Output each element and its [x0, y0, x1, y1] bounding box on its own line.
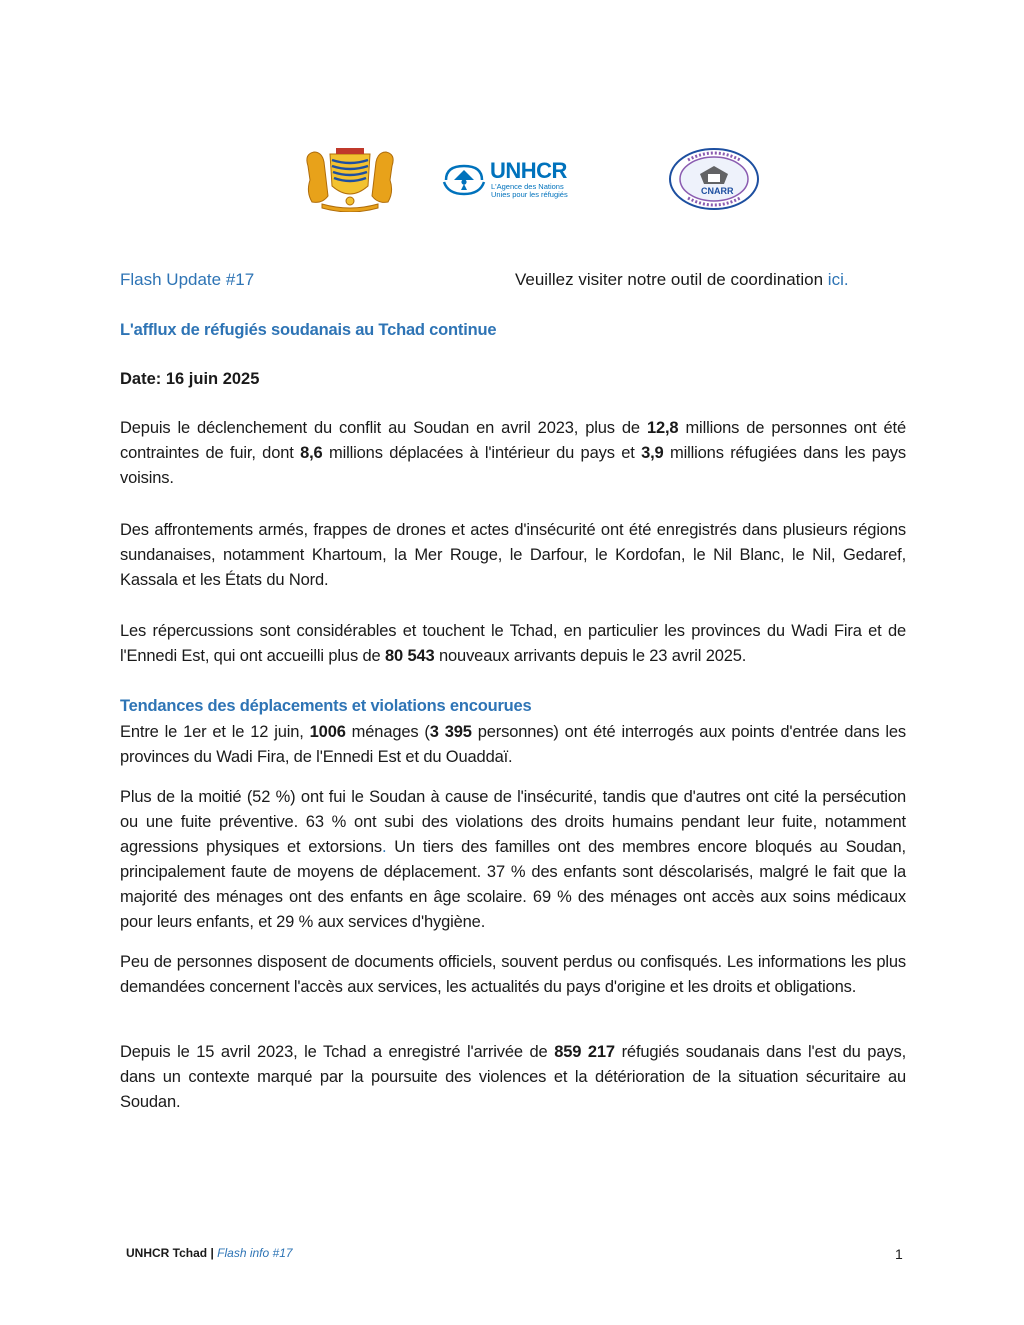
chad-coat-of-arms-icon: [302, 146, 398, 212]
coordination-line: [515, 270, 849, 290]
unhcr-emblem-icon: [442, 162, 486, 196]
paragraph-arrivals-total: Depuis le 15 avril 2023, le Tchad a enregistré l'arrivée de 859 217 réfugiés soudanais dans l'est du pays, dans un contexte marqué par la poursuite des violences et la détérioration de la situation sécuritaire au Soudan.: [120, 1043, 906, 1111]
cnarr-label: CNARR: [701, 186, 734, 196]
footer-separator: |: [207, 1246, 218, 1260]
coordination-link[interactable]: ici.: [827, 270, 849, 289]
unhcr-tagline-line-2: Unies pour les réfugiés: [491, 190, 568, 199]
section-title-trends: Tendances des déplacements et violations encourues: [120, 697, 532, 715]
unhcr-tagline-line-1: L'Agence des Nations: [491, 182, 564, 191]
unhcr-logo: [442, 160, 604, 200]
paragraph-interviews: Entre le 1er et le 12 juin, 1006 ménages (3 395 personnes) ont été interrogés aux points d'entrée dans les provinces du Wadi Fira, de l'Ennedi Est et du Ouaddaï.: [120, 723, 906, 766]
coordination-text: Veuillez visiter notre outil de coordination: [515, 270, 828, 289]
footer-subtitle: Flash info #17: [217, 1246, 293, 1260]
document-title: L'afflux de réfugiés soudanais au Tchad continue: [120, 321, 497, 339]
cnarr-seal-icon: [668, 148, 760, 210]
footer-org: UNHCR Tchad: [126, 1246, 208, 1260]
flash-update-label: Flash Update #17: [120, 270, 255, 289]
page-footer: [126, 1246, 293, 1260]
paragraph-documents: Peu de personnes disposent de documents officiels, souvent perdus ou confisqués. Les informations les plus demandées concernent l'accès aux services, les actualités du pays d'origine et les droits et obligations.: [120, 953, 906, 996]
logo-bar: [0, 146, 1024, 216]
paragraph-findings: Plus de la moitié (52 %) ont fui le Soudan à cause de l'insécurité, tandis que d'autres ont cité la persécution ou une fuite préventive. 63 % ont subi des violations des droits humains pendant leur fuite, notamment agressions physiques et extorsions. Un tiers des familles ont des membres encore bloqués au Soudan, principalement faute de moyens de déplacement. 37 % des enfants sont déscolarisés, malgré le fait que la majorité des ménages ont des enfants en âge scolaire. 69 % des ménages ont accès aux soins médicaux pour leurs enfants, et 29 % aux services d'hygiène.: [120, 788, 906, 931]
paragraph-clashes: Des affrontements armés, frappes de drones et actes d'insécurité ont été enregistrés dans plusieurs régions sundanaises, notamment Khartoum, la Mer Rouge, le Darfour, le Kordofan, le Nil Blanc, le Nil, Gedaref, Kassala et les États du Nord.: [120, 521, 906, 589]
paragraph-conflict-overview: Depuis le déclenchement du conflit au Soudan en avril 2023, plus de 12,8 millions de personnes ont été contraintes de fuir, dont 8,6 millions déplacées à l'intérieur du pays et 3,9 millions réfugiées dans les pays voisins.: [120, 419, 907, 487]
unhcr-tagline: [491, 183, 568, 199]
document-date: Date: 16 juin 2025: [120, 370, 260, 388]
unhcr-wordmark: UNHCR: [490, 158, 567, 183]
page-number: 1: [895, 1246, 903, 1262]
paragraph-repercussions: Les répercussions sont considérables et touchent le Tchad, en particulier les provinces du Wadi Fira et de l'Ennedi Est, qui ont accueilli plus de 80 543 nouveaux arrivants depuis le 23 avril 2025.: [120, 622, 906, 665]
